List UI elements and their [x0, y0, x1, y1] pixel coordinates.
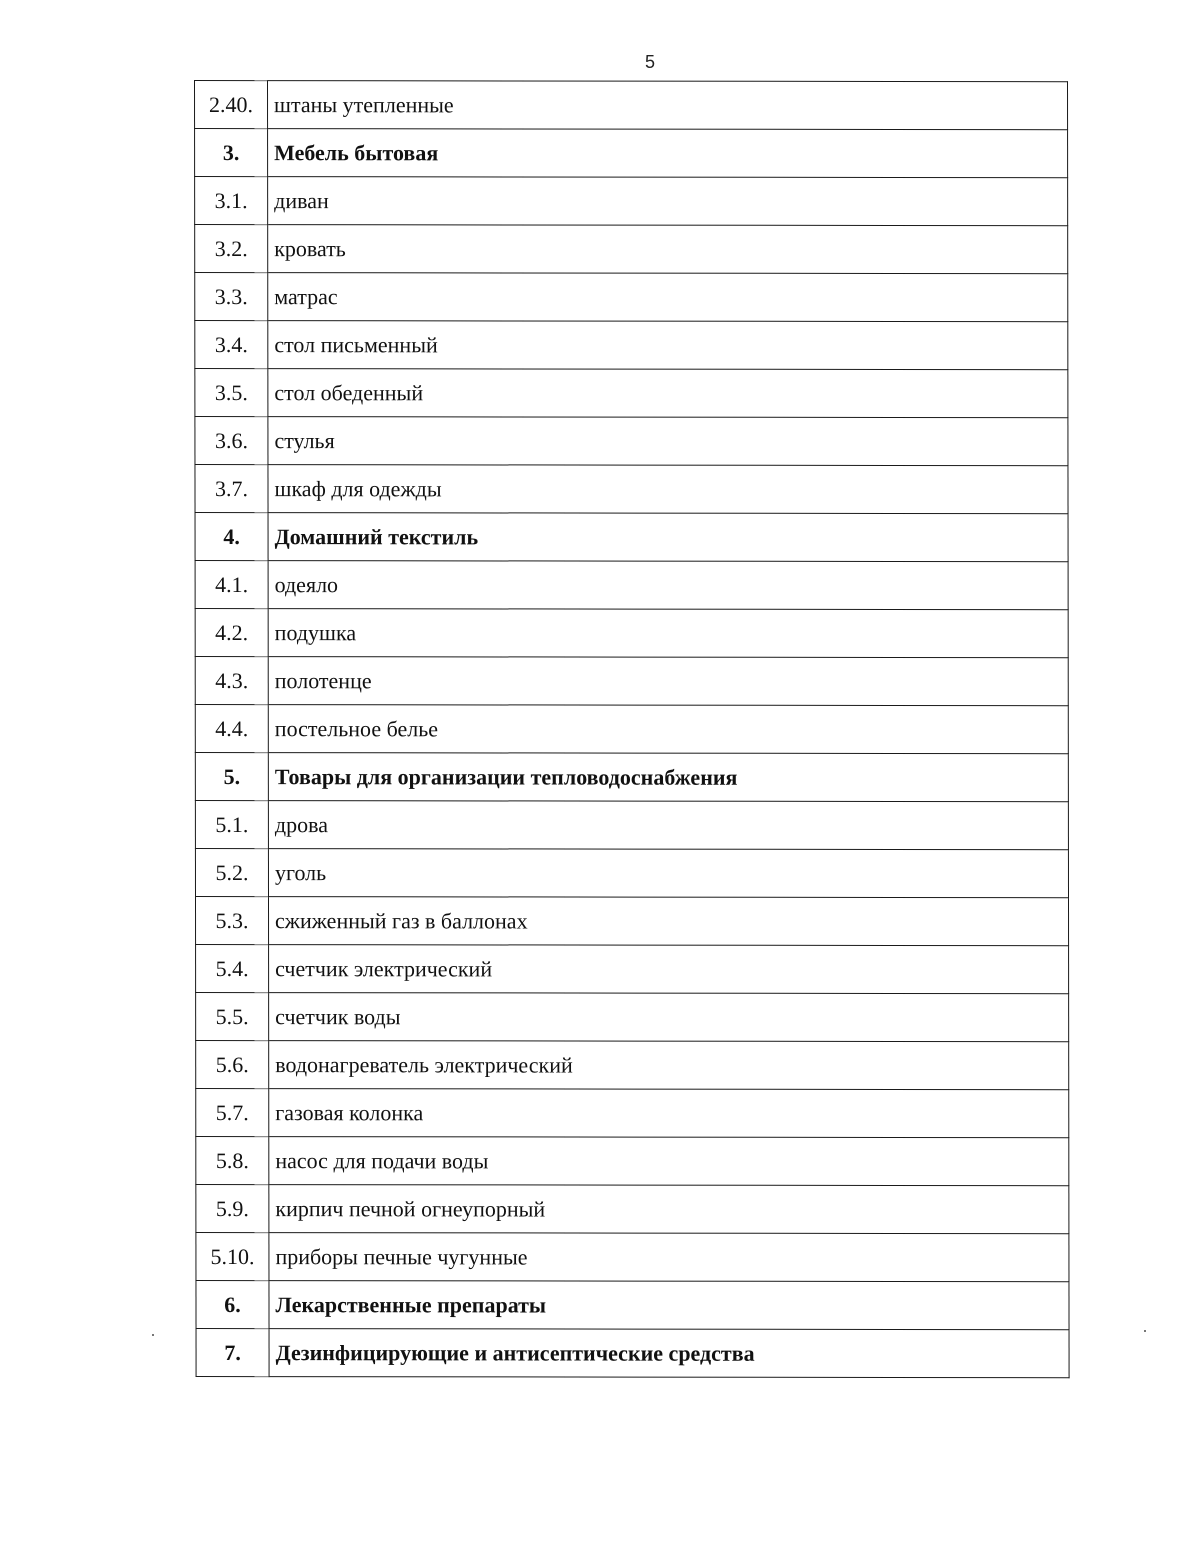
section-row: [195, 513, 1068, 562]
row-number: 5.5.: [196, 992, 269, 1040]
item-row: [196, 1040, 1069, 1089]
goods-table: [194, 80, 1070, 1378]
item-row: [196, 1136, 1069, 1185]
row-number: 5.4.: [196, 944, 269, 992]
section-row: [195, 753, 1068, 802]
item-name: счетчик электрический: [269, 945, 1069, 994]
item-name: стол обеденный: [268, 369, 1068, 418]
scan-speck: [1144, 1330, 1146, 1332]
item-name: газовая колонка: [269, 1089, 1069, 1138]
item-row: [196, 992, 1069, 1041]
item-row: [195, 369, 1068, 418]
item-row: [196, 1184, 1069, 1233]
item-name: кирпич печной огнеупорный: [269, 1185, 1069, 1234]
row-number: 3.5.: [195, 369, 268, 417]
item-row: [195, 321, 1068, 370]
row-number: 5.10.: [196, 1232, 269, 1280]
item-name: штаны утепленные: [268, 81, 1068, 130]
row-number: 3.: [195, 129, 268, 177]
item-name: насос для подачи воды: [269, 1137, 1069, 1186]
row-number: 3.3.: [195, 273, 268, 321]
item-name: диван: [268, 177, 1068, 226]
item-name: уголь: [268, 849, 1068, 898]
row-number: 5.: [195, 753, 268, 801]
section-title: Лекарственные препараты: [269, 1281, 1069, 1330]
item-name: счетчик воды: [269, 993, 1069, 1042]
item-row: [195, 896, 1068, 945]
row-number: 5.9.: [196, 1184, 269, 1232]
item-name: кровать: [268, 225, 1068, 274]
item-name: стол письменный: [268, 321, 1068, 370]
item-name: дрова: [268, 801, 1068, 850]
item-row: [195, 705, 1068, 754]
item-row: [195, 609, 1068, 658]
item-name: матрас: [268, 273, 1068, 322]
section-row: [196, 1328, 1069, 1377]
section-title: Товары для организации тепловодоснабжения: [268, 753, 1068, 802]
item-name: подушка: [268, 609, 1068, 658]
item-name: стулья: [268, 417, 1068, 466]
section-row: [195, 129, 1068, 178]
row-number: 4.2.: [195, 609, 268, 657]
row-number: 4.3.: [195, 657, 268, 705]
item-name: приборы печные чугунные: [269, 1233, 1069, 1282]
section-row: [196, 1280, 1069, 1329]
item-row: [195, 177, 1068, 226]
item-row: [196, 944, 1069, 993]
section-title: Дезинфицирующие и антисептические средства: [269, 1329, 1069, 1378]
scan-speck: [152, 1334, 154, 1336]
row-number: 3.7.: [195, 465, 268, 513]
row-number: 3.2.: [195, 225, 268, 273]
row-number: 4.1.: [195, 561, 268, 609]
goods-table-body: [195, 81, 1070, 1378]
row-number: 6.: [196, 1280, 269, 1328]
row-number: 3.1.: [195, 177, 268, 225]
row-number: 5.3.: [195, 896, 268, 944]
row-number: 4.4.: [195, 705, 268, 753]
item-row: [195, 561, 1068, 610]
section-title: Домашний текстиль: [268, 513, 1068, 562]
item-row: [196, 1088, 1069, 1137]
item-name: шкаф для одежды: [268, 465, 1068, 514]
item-name: водонагреватель электрический: [269, 1041, 1069, 1090]
row-number: 3.6.: [195, 417, 268, 465]
row-number: 3.4.: [195, 321, 268, 369]
item-row: [195, 801, 1068, 850]
item-name: полотенце: [268, 657, 1068, 706]
item-row: [195, 848, 1068, 897]
item-row: [195, 465, 1068, 514]
item-row: [195, 81, 1068, 130]
row-number: 5.2.: [195, 848, 268, 896]
row-number: 5.6.: [196, 1040, 269, 1088]
item-row: [195, 273, 1068, 322]
item-name: постельное белье: [268, 705, 1068, 754]
row-number: 5.8.: [196, 1136, 269, 1184]
row-number: 4.: [195, 513, 268, 561]
row-number: 5.1.: [195, 801, 268, 849]
row-number: 2.40.: [195, 81, 268, 129]
item-row: [195, 657, 1068, 706]
row-number: 7.: [196, 1328, 269, 1376]
item-name: сжиженный газ в баллонах: [268, 897, 1068, 946]
item-name: одеяло: [268, 561, 1068, 610]
row-number: 5.7.: [196, 1088, 269, 1136]
page-number: 5: [644, 52, 655, 72]
section-title: Мебель бытовая: [268, 129, 1068, 178]
item-row: [195, 417, 1068, 466]
item-row: [196, 1232, 1069, 1281]
item-row: [195, 225, 1068, 274]
